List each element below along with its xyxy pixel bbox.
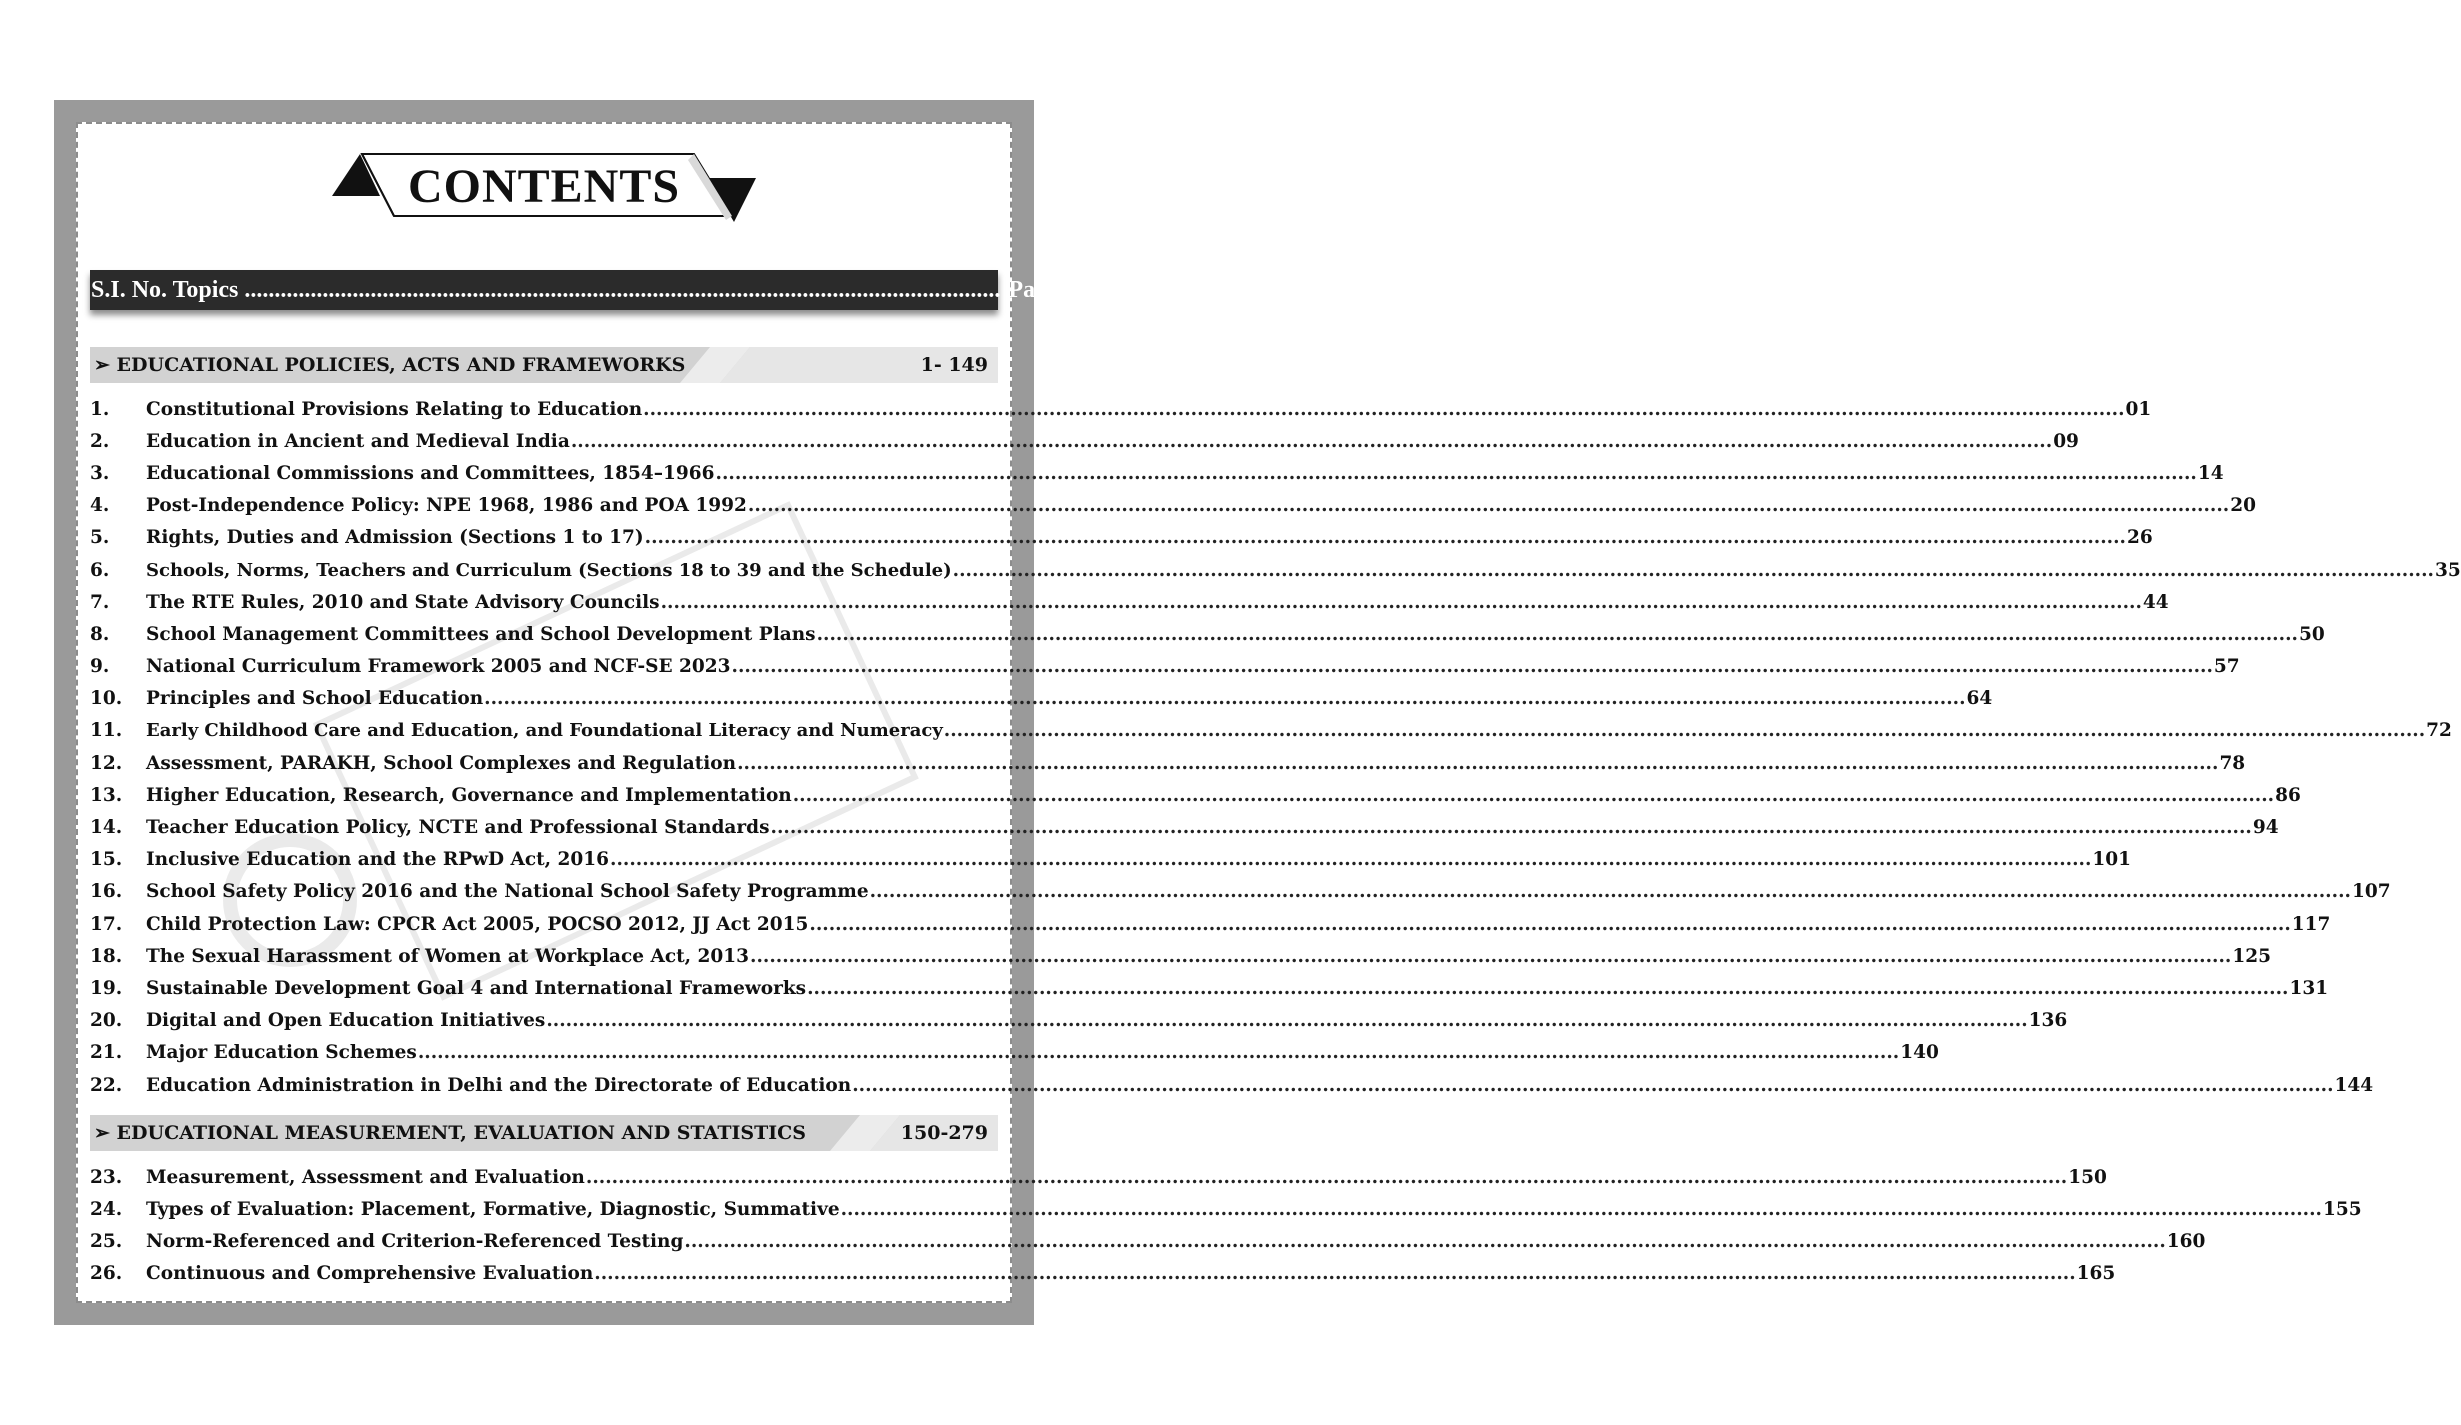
toc-row[interactable] [90, 844, 2132, 876]
toc-row[interactable] [90, 586, 2169, 618]
toc-row[interactable] [90, 683, 1993, 715]
toc-row[interactable] [90, 425, 2079, 457]
toc-number: 17. [90, 913, 123, 935]
dot-leader [484, 688, 1965, 709]
toc-number: 3. [90, 462, 110, 484]
toc-number: 11. [90, 720, 123, 742]
toc-number: 19. [90, 977, 123, 999]
toc-number: 22. [90, 1074, 123, 1096]
toc-page: 14 [2197, 462, 2224, 484]
toc-page: 78 [2219, 752, 2246, 774]
toc-row[interactable] [90, 908, 2331, 940]
toc-number: 12. [90, 752, 123, 774]
toc-page: 01 [2125, 398, 2152, 420]
toc-row[interactable] [90, 1161, 2107, 1193]
dot-leader [418, 1042, 1899, 1063]
toc-number: 10. [90, 688, 123, 710]
section-title: ➢ EDUCATIONAL POLICIES, ACTS AND FRAMEWORKS [94, 354, 686, 376]
toc-number: 16. [90, 881, 123, 903]
dot-leader [586, 1167, 2067, 1188]
toc-topic: Principles and School Education [146, 688, 484, 710]
toc-page: 94 [2252, 817, 2279, 839]
toc-topic: Rights, Duties and Admission (Sections 1 to 17) [146, 527, 644, 549]
toc-number: 21. [90, 1042, 123, 1064]
toc-number: 14. [90, 817, 123, 839]
dot-leader [748, 495, 2229, 516]
toc-row[interactable] [90, 876, 2391, 908]
toc-page: 101 [2092, 849, 2132, 871]
toc-row[interactable] [90, 940, 2271, 972]
toc-page: 107 [2351, 881, 2391, 903]
dot-leader [807, 978, 2288, 999]
toc-topic: Higher Education, Research, Governance and Implementation [146, 784, 792, 806]
toc-page: 136 [2028, 1010, 2068, 1032]
toc-row[interactable] [90, 811, 2279, 843]
toc-topic: Continuous and Comprehensive Evaluation [146, 1263, 594, 1285]
toc-page: 09 [2053, 430, 2079, 452]
toc-topic: Early Childhood Care and Education, and Foundational Literacy and Numeracy [146, 720, 943, 742]
toc-topic: Inclusive Education and the RPwD Act, 2016 [146, 849, 610, 871]
toc-page: 26 [2126, 527, 2153, 549]
toc-page: 35 [2435, 559, 2461, 581]
toc-page: 86 [2275, 784, 2301, 806]
dot-leader [809, 914, 2290, 935]
toc-topic: Types of Evaluation: Placement, Formative, Diagnostic, Summative [146, 1198, 840, 1220]
toc-topic: The Sexual Harassment of Women at Workplace Act, 2013 [146, 945, 749, 967]
dot-leader [610, 849, 2091, 870]
header-page-label: Page No. [1008, 276, 1100, 303]
page-title: CONTENTS [407, 159, 681, 213]
toc-topic: School Management Committees and School Development Plans [146, 623, 816, 645]
dot-leader [645, 527, 2126, 548]
toc-page: 72 [2426, 720, 2452, 742]
toc-number: 6. [90, 559, 110, 581]
toc-topic: Digital and Open Education Initiatives [146, 1010, 546, 1032]
toc-topic: Post-Independence Policy: NPE 1968, 1986 and POA 1992 [146, 495, 747, 517]
toc-topic: The RTE Rules, 2010 and State Advisory Councils [146, 591, 660, 613]
toc-number: 1. [90, 398, 110, 420]
toc-row[interactable] [90, 554, 2461, 586]
toc-page: 144 [2334, 1074, 2374, 1096]
dot-leader [793, 785, 2274, 806]
toc-page: 57 [2213, 656, 2240, 678]
toc-number: 8. [90, 623, 110, 645]
arrow-bullet-icon: ➢ [94, 354, 117, 376]
toc-page: 150 [2068, 1166, 2107, 1188]
section-header-policies [90, 347, 998, 383]
arrow-bullet-icon: ➢ [94, 1122, 117, 1144]
toc-page: 64 [1966, 688, 1993, 710]
toc-topic: Sustainable Development Goal 4 and International Frameworks [146, 977, 807, 999]
toc-page: 20 [2230, 495, 2256, 517]
dot-leader [737, 753, 2218, 774]
toc-row[interactable] [90, 1193, 2362, 1225]
toc-topic: Education in Ancient and Medieval India [146, 430, 570, 452]
toc-number: 7. [90, 591, 110, 613]
toc-row[interactable] [90, 1037, 1939, 1069]
toc-row[interactable] [90, 779, 2301, 811]
toc-row[interactable] [90, 651, 2240, 683]
dot-leader [716, 463, 2197, 484]
dot-leader [546, 1010, 2027, 1031]
toc-page: 131 [2289, 977, 2329, 999]
contents-banner [332, 152, 756, 224]
dot-leader [750, 946, 2231, 967]
toc-row[interactable] [90, 715, 2452, 747]
toc-topic: School Safety Policy 2016 and the National School Safety Programme [146, 881, 869, 903]
toc-number: 15. [90, 849, 123, 871]
toc-row[interactable] [90, 1258, 2116, 1290]
toc-topic: Constitutional Provisions Relating to Education [146, 398, 643, 420]
dot-leader [841, 1199, 2322, 1220]
toc-topic: Schools, Norms, Teachers and Curriculum (Sections 18 to 39 and the Schedule) [146, 559, 952, 581]
toc-row[interactable] [90, 972, 2329, 1004]
header-topics-label: S.I. No. Topics .............................................................................................................................. [91, 276, 1001, 303]
toc-number: 4. [90, 495, 110, 517]
toc-page: 155 [2322, 1198, 2362, 1220]
toc-page: 160 [2166, 1230, 2206, 1252]
toc-number: 20. [90, 1010, 123, 1032]
dot-leader [771, 817, 2252, 838]
toc-list-measurement [90, 1161, 2362, 1290]
toc-page: 140 [1900, 1042, 1939, 1064]
dot-leader [870, 881, 2351, 902]
toc-topic: Norm-Referenced and Criterion-Referenced Testing [146, 1230, 684, 1252]
toc-number: 5. [90, 527, 110, 549]
toc-page: 50 [2298, 623, 2325, 645]
dot-leader [661, 592, 2142, 613]
toc-row[interactable] [90, 1225, 2206, 1257]
toc-row[interactable] [90, 618, 2325, 650]
toc-number: 18. [90, 945, 123, 967]
dot-leader [953, 560, 2434, 581]
toc-page: 117 [2291, 913, 2331, 935]
toc-number: 26. [90, 1263, 123, 1285]
toc-row[interactable] [90, 1005, 2068, 1037]
toc-row[interactable] [90, 457, 2224, 489]
toc-number: 25. [90, 1230, 123, 1252]
toc-header-bar [90, 270, 1100, 310]
dot-leader [594, 1263, 2075, 1284]
toc-row[interactable] [90, 522, 2153, 554]
toc-number: 2. [90, 430, 110, 452]
dot-leader [571, 431, 2052, 452]
toc-page: 125 [2232, 945, 2271, 967]
dot-leader [944, 720, 2425, 741]
toc-row[interactable] [90, 747, 2246, 779]
toc-row[interactable] [90, 1069, 2374, 1101]
section-page-range: 150-279 [900, 1122, 988, 1144]
toc-row[interactable] [90, 490, 2256, 522]
dot-leader [732, 656, 2213, 677]
toc-topic: Education Administration in Delhi and the Directorate of Education [146, 1074, 852, 1096]
toc-number: 23. [90, 1166, 123, 1188]
dot-leader [684, 1231, 2165, 1252]
toc-topic: Major Education Schemes [146, 1042, 417, 1064]
toc-topic: Educational Commissions and Committees, 1854–1966 [146, 462, 715, 484]
toc-row[interactable] [90, 393, 2152, 425]
dot-leader [817, 624, 2298, 645]
toc-topic: Measurement, Assessment and Evaluation [146, 1166, 585, 1188]
dot-leader [852, 1075, 2333, 1096]
toc-number: 9. [90, 656, 110, 678]
toc-list-policies [90, 393, 2461, 1101]
toc-topic: Child Protection Law: CPCR Act 2005, POCSO 2012, JJ Act 2015 [146, 913, 809, 935]
toc-page: 44 [2142, 591, 2169, 613]
toc-number: 13. [90, 784, 123, 806]
dot-leader [643, 399, 2124, 420]
toc-topic: Teacher Education Policy, NCTE and Professional Standards [146, 817, 770, 839]
toc-page: 165 [2076, 1263, 2116, 1285]
toc-number: 24. [90, 1198, 123, 1220]
section-page-range: 1- 149 [920, 354, 988, 376]
section-title: ➢ EDUCATIONAL MEASUREMENT, EVALUATION AND STATISTICS [94, 1122, 806, 1144]
toc-topic: Assessment, PARAKH, School Complexes and Regulation [146, 752, 737, 774]
toc-topic: National Curriculum Framework 2005 and NCF-SE 2023 [146, 656, 731, 678]
section-header-measurement [90, 1115, 998, 1151]
